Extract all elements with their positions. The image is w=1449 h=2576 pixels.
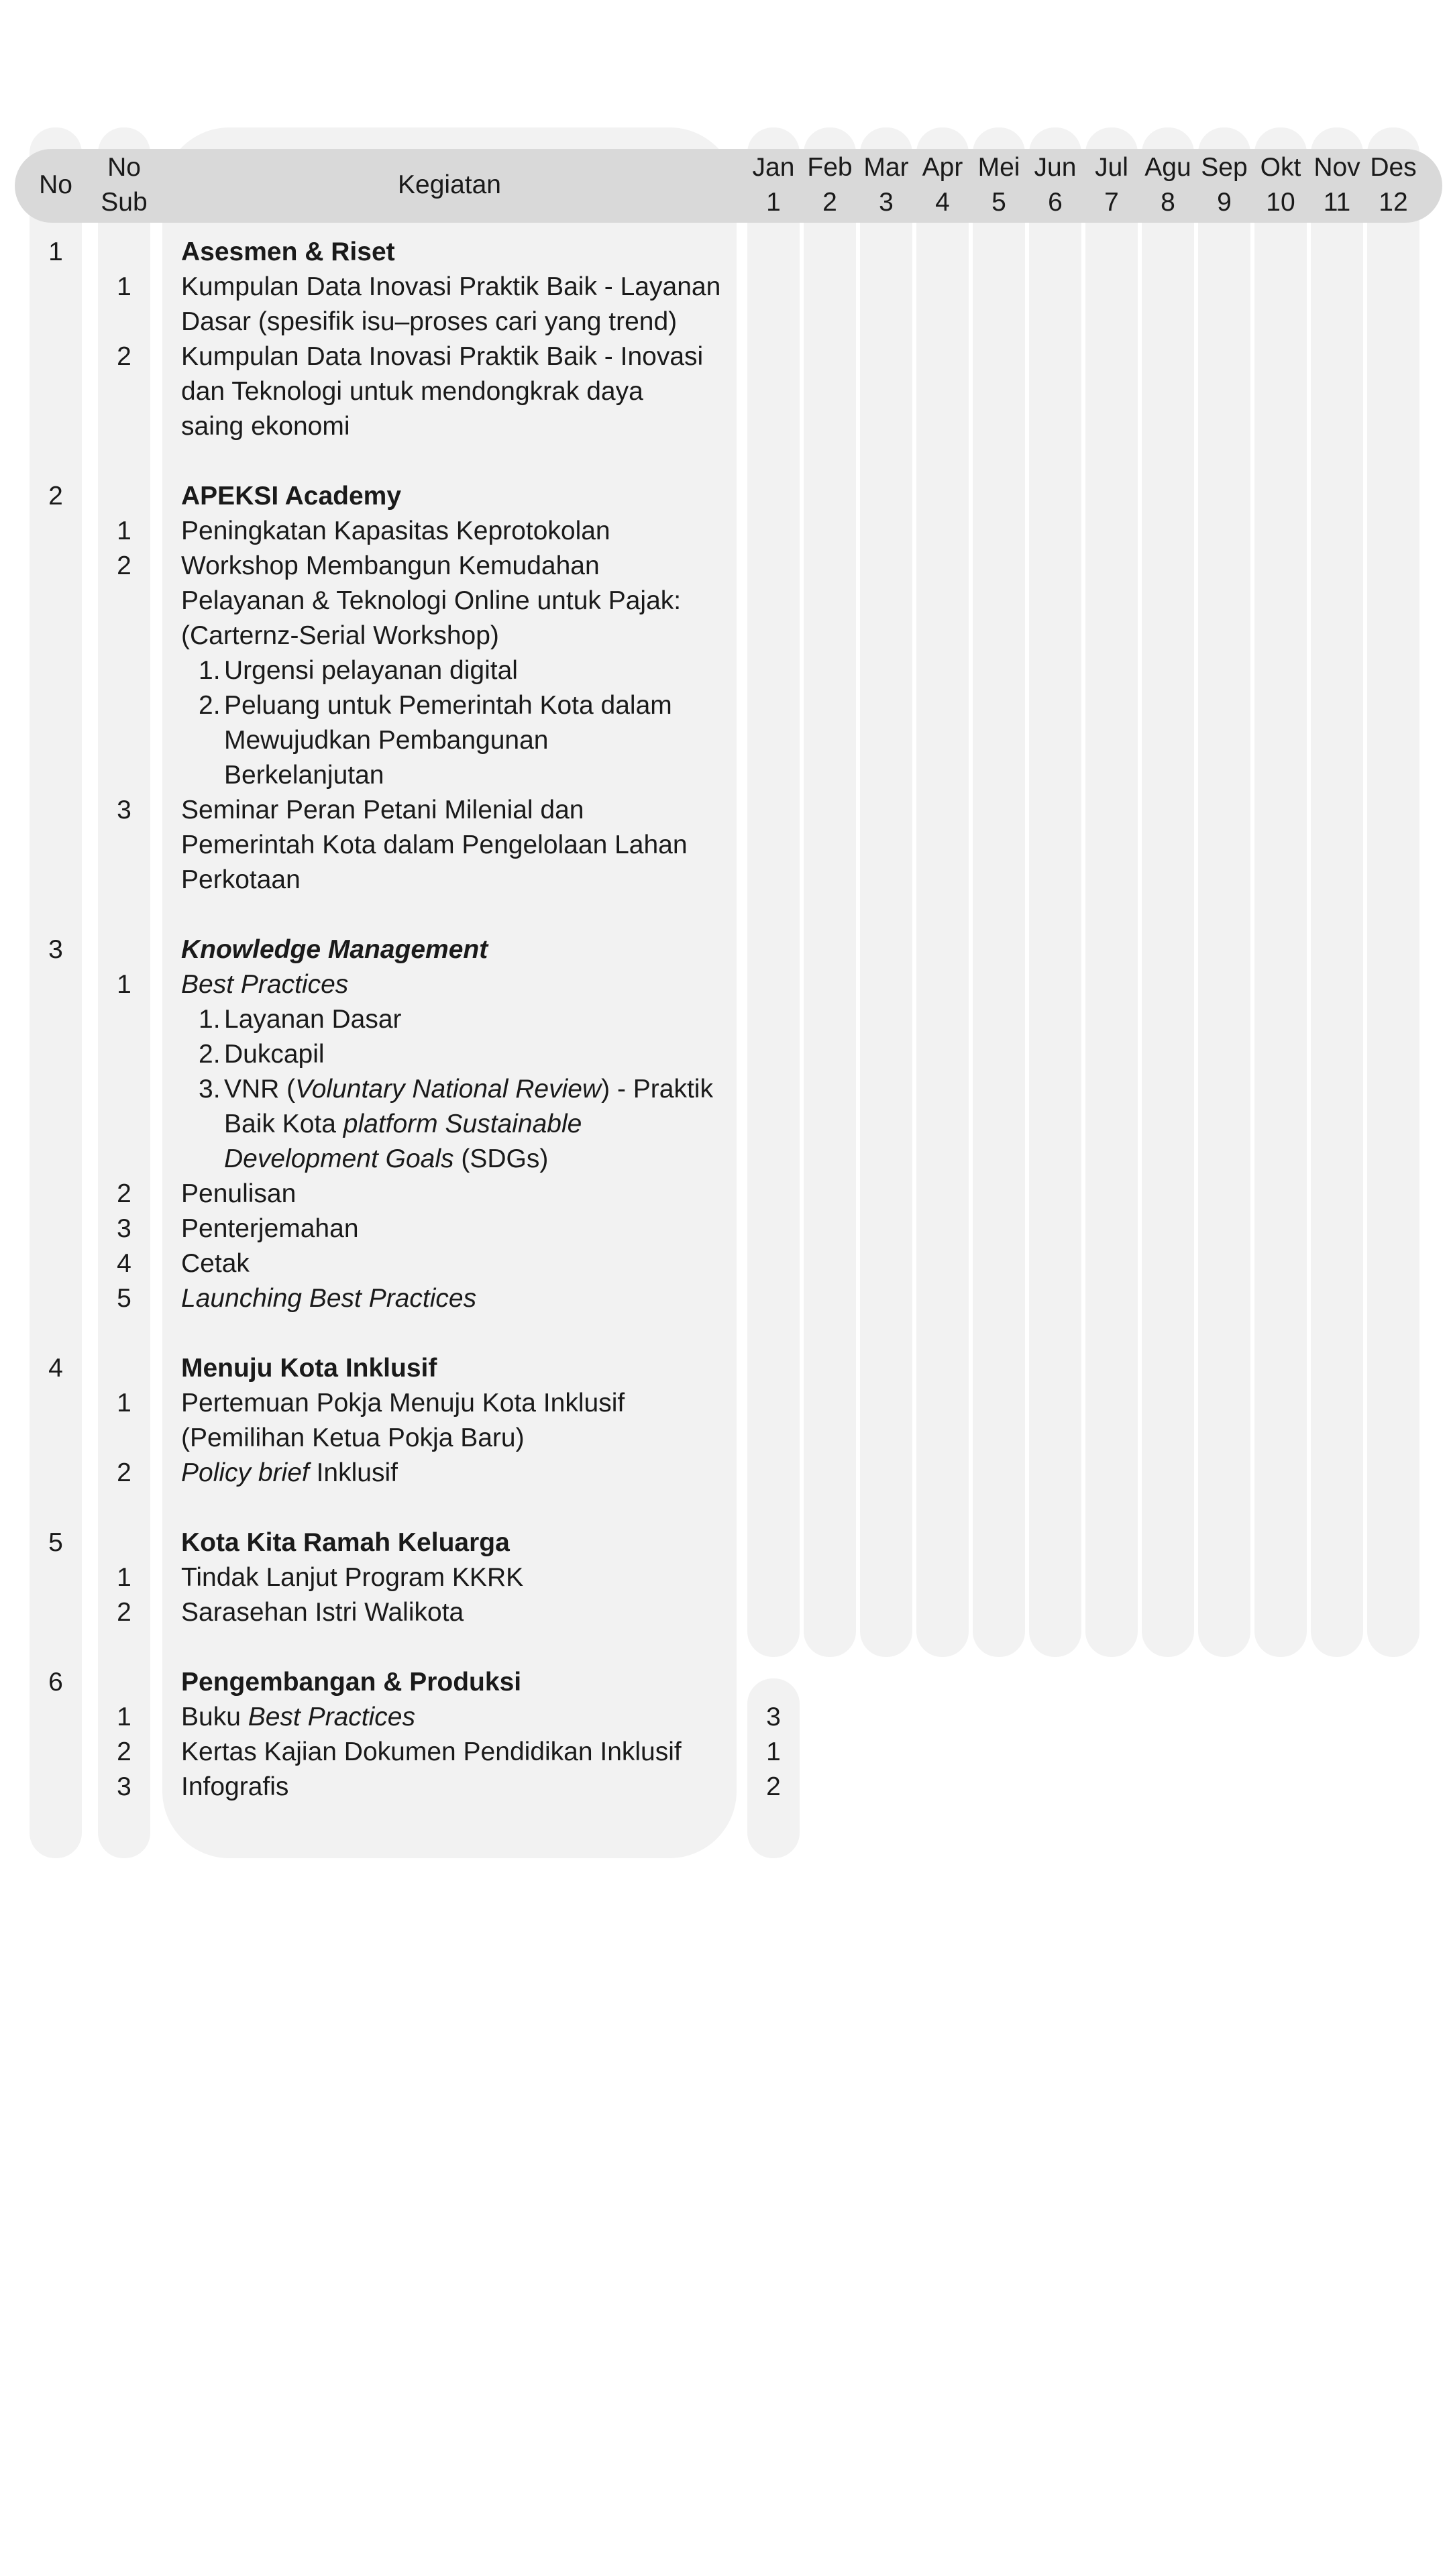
list-item-text: Berkelanjutan xyxy=(224,761,384,790)
list-marker: 3. xyxy=(199,1075,221,1104)
list-item-text: Baik Kota platform Sustainable xyxy=(224,1110,582,1138)
sub-number: 1 xyxy=(117,970,131,999)
month-column-bg-mei xyxy=(973,127,1025,1657)
list-item-text: Mewujudkan Pembangunan xyxy=(224,726,549,755)
activity-text: Peningkatan Kapasitas Keprotokolan xyxy=(181,517,610,545)
list-marker: 1. xyxy=(199,656,221,685)
activity-text: Infografis xyxy=(181,1772,289,1801)
activity-text: Workshop Membangun Kemudahan xyxy=(181,551,600,580)
sub-number: 3 xyxy=(117,1772,131,1801)
list-item-text: Development Goals (SDGs) xyxy=(224,1144,549,1173)
header-no-sub xyxy=(87,150,161,220)
sub-number: 1 xyxy=(117,1563,131,1592)
activity-text: Pelayanan & Teknologi Online untuk Pajak: xyxy=(181,586,682,615)
header-month-okt: Okt 10 xyxy=(1260,153,1301,217)
activity-text: Penulisan xyxy=(181,1179,297,1208)
section-number: 6 xyxy=(48,1668,63,1697)
activity-text: (Pemilihan Ketua Pokja Baru) xyxy=(181,1424,525,1452)
sub-number: 2 xyxy=(117,342,131,371)
sub-number: 3 xyxy=(117,796,131,824)
section-title: Asesmen & Riset xyxy=(181,237,395,266)
month-column-bg-nov xyxy=(1311,127,1363,1657)
activity-text: Kertas Kajian Dokumen Pendidikan Inklusif xyxy=(181,1737,682,1766)
sub-number: 2 xyxy=(117,1737,131,1766)
header-no-sub-line2: Sub xyxy=(101,188,148,217)
month-column-bg-jun xyxy=(1029,127,1081,1657)
activity-text: dan Teknologi untuk mendongkrak daya xyxy=(181,377,643,406)
header-month-jan: Jan 1 xyxy=(752,153,795,217)
header-month-jul: Jul 7 xyxy=(1095,153,1128,217)
activity-text: Perkotaan xyxy=(181,865,301,894)
section-number: 2 xyxy=(48,482,63,511)
jan-value: 3 xyxy=(766,1703,781,1731)
header-month-apr: Apr 4 xyxy=(922,153,963,217)
sub-number: 3 xyxy=(117,1214,131,1243)
month-column-bg-apr xyxy=(916,127,969,1657)
header-month-jun: Jun 6 xyxy=(1034,153,1077,217)
month-column-bg-sep xyxy=(1198,127,1250,1657)
section-title: Pengembangan & Produksi xyxy=(181,1668,522,1697)
list-item-text: Peluang untuk Pemerintah Kota dalam xyxy=(224,691,672,720)
activity-text: saing ekonomi xyxy=(181,412,350,441)
list-marker: 2. xyxy=(199,1040,221,1069)
section-number: 1 xyxy=(48,237,63,266)
header-kegiatan: Kegiatan xyxy=(398,170,501,199)
activity-text: Pemerintah Kota dalam Pengelolaan Lahan xyxy=(181,830,688,859)
month-column-bg-okt xyxy=(1254,127,1307,1657)
header-month-mei: Mei 5 xyxy=(977,153,1020,217)
section-number: 5 xyxy=(48,1528,63,1557)
month-column-bg-mar xyxy=(860,127,912,1657)
list-item-text: VNR (Voluntary National Review) - Praktik xyxy=(224,1075,713,1104)
no-column-bg xyxy=(30,127,82,1858)
sub-number: 1 xyxy=(117,517,131,545)
activity-text: Kumpulan Data Inovasi Praktik Baik - Inovasi xyxy=(181,342,704,371)
activity-text: Kumpulan Data Inovasi Praktik Baik - Layanan xyxy=(181,272,721,301)
section-number: 3 xyxy=(48,935,63,964)
month-column-bg-jul xyxy=(1085,127,1138,1657)
header-month-nov: Nov 11 xyxy=(1313,153,1360,217)
activity-text: Best Practices xyxy=(181,970,349,999)
header-month-mar: Mar 3 xyxy=(863,153,909,217)
activity-text: Tindak Lanjut Program KKRK xyxy=(181,1563,524,1592)
activity-text: Penterjemahan xyxy=(181,1214,359,1243)
list-item-text: Layanan Dasar xyxy=(224,1005,402,1034)
activity-text: Seminar Peran Petani Milenial dan xyxy=(181,796,584,824)
sub-number: 2 xyxy=(117,551,131,580)
sub-number: 1 xyxy=(117,272,131,301)
header-month-agu: Agu 8 xyxy=(1144,153,1191,217)
section-number: 4 xyxy=(48,1354,63,1383)
activity-text: Buku Best Practices xyxy=(181,1703,415,1731)
section-title: Menuju Kota Inklusif xyxy=(181,1354,437,1383)
list-item-text: Urgensi pelayanan digital xyxy=(224,656,518,685)
activity-text: (Carternz-Serial Workshop) xyxy=(181,621,499,650)
header-no: No xyxy=(39,170,72,199)
header-month-sep: Sep 9 xyxy=(1201,153,1248,217)
month-column-bg-jan xyxy=(747,127,800,1657)
header-month-des: Des 12 xyxy=(1370,153,1417,217)
sub-number: 1 xyxy=(117,1389,131,1417)
sub-number: 4 xyxy=(117,1249,131,1278)
month-column-bg-feb xyxy=(804,127,856,1657)
list-marker: 1. xyxy=(199,1005,221,1034)
activity-text: Cetak xyxy=(181,1249,250,1278)
sub-number: 2 xyxy=(117,1598,131,1627)
list-item-text: Dukcapil xyxy=(224,1040,325,1069)
jan-value: 1 xyxy=(766,1737,781,1766)
section-title: Knowledge Management xyxy=(181,935,488,964)
activity-text: Pertemuan Pokja Menuju Kota Inklusif xyxy=(181,1389,625,1417)
activity-text: Policy brief Inklusif xyxy=(181,1458,398,1487)
sub-number: 5 xyxy=(117,1284,131,1313)
month-column-bg-des xyxy=(1367,127,1419,1657)
header-month-feb: Feb 2 xyxy=(807,153,853,217)
activity-text: Launching Best Practices xyxy=(181,1284,477,1313)
section-title: Kota Kita Ramah Keluarga xyxy=(181,1528,510,1557)
sub-number: 2 xyxy=(117,1458,131,1487)
header-no-sub-line1: No xyxy=(107,153,141,182)
section-title: APEKSI Academy xyxy=(181,482,402,511)
activity-text: Dasar (spesifik isu–proses cari yang trend) xyxy=(181,307,678,336)
activity-text: Sarasehan Istri Walikota xyxy=(181,1598,464,1627)
sub-number: 2 xyxy=(117,1179,131,1208)
sub-number: 1 xyxy=(117,1703,131,1731)
month-column-bg-agu xyxy=(1142,127,1194,1657)
list-marker: 2. xyxy=(199,691,221,720)
jan-value: 2 xyxy=(766,1772,781,1801)
